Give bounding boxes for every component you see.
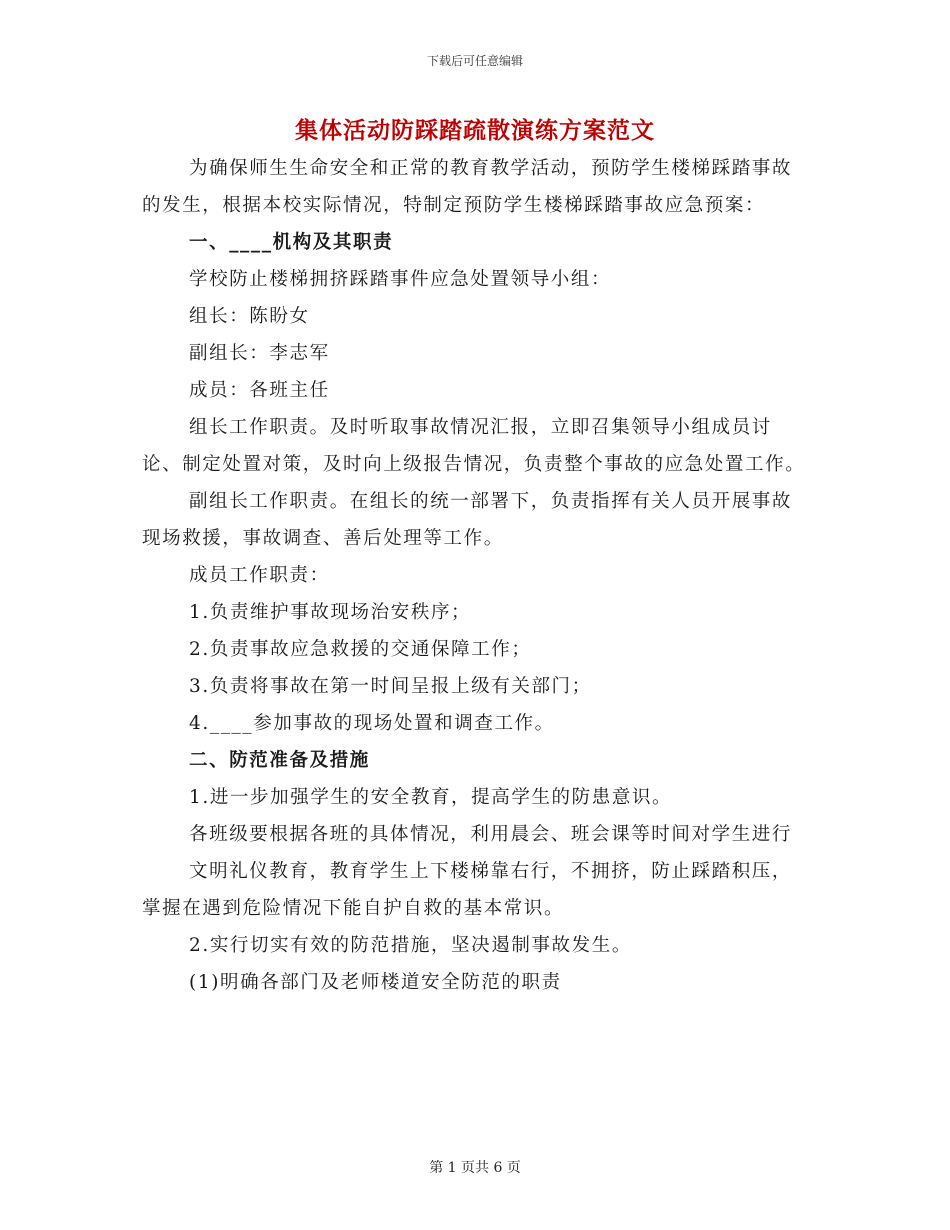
paragraph: (1)明确各部门及老师楼道安全防范的职责 [189, 972, 562, 993]
section-heading-1: 一、____机构及其职责 [189, 232, 394, 253]
list-item: 3.负责将事故在第一时间呈报上级有关部门； [189, 676, 592, 697]
paragraph: 学校防止楼梯拥挤踩踏事件应急处置领导小组： [189, 269, 612, 290]
paragraph: 副组长：李志军 [189, 343, 330, 364]
document-title: 集体活动防踩踏疏散演练方案范文 [295, 117, 655, 144]
paragraph-intro: 为确保师生生命安全和正常的教育教学活动，预防学生楼梯踩踏事故的发生，根据本校实际情况，特制定预防学生楼梯踩踏事故应急预案： [142, 158, 793, 216]
section-heading-2: 二、防范准备及措施 [189, 750, 370, 771]
page-footer: 第 1 页共 6 页 [429, 1160, 521, 1176]
paragraph: 1.进一步加强学生的安全教育，提高学生的防患意识。 [189, 787, 673, 808]
paragraph: 成员工作职责： [189, 565, 330, 586]
paragraph: 各班级要根据各班的具体情况，利用晨会、班会课等时间对学生进行 [189, 824, 793, 845]
paragraph: 文明礼仪教育，教育学生上下楼梯靠右行，不拥挤，防止踩踏积压，掌握在遇到危险情况下能自护自救的基本常识。 [142, 861, 793, 919]
document-body [142, 150, 806, 1001]
paragraph: 成员：各班主任 [189, 380, 330, 401]
list-item: 4.____参加事故的现场处置和调查工作。 [189, 713, 555, 734]
paragraph: 组长工作职责。及时听取事故情况汇报，立即召集领导小组成员讨论、制定处置对策，及时向上级报告情况，负责整个事故的应急处置工作。 [142, 417, 806, 475]
paragraph: 组长：陈盼女 [189, 306, 310, 327]
list-item: 2.负责事故应急救援的交通保障工作； [189, 639, 532, 660]
list-item: 1.负责维护事故现场治安秩序； [189, 602, 472, 623]
header-note: 下载后可任意编辑 [426, 54, 523, 68]
paragraph: 2.实行切实有效的防范措施，坚决遏制事故发生。 [189, 935, 632, 956]
paragraph: 副组长工作职责。在组长的统一部署下，负责指挥有关人员开展事故现场救援，事故调查、善后处理等工作。 [142, 491, 793, 549]
